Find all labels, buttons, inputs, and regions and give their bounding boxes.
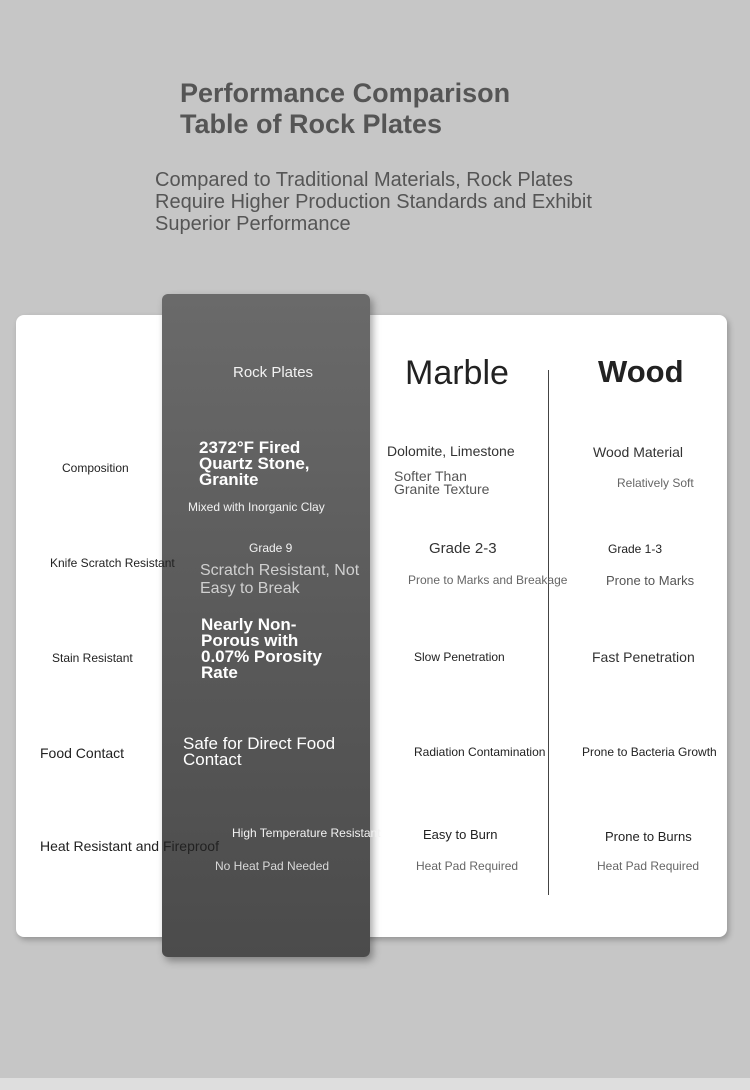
marble-heat-main: Easy to Burn (423, 827, 498, 842)
rock-heat-main: High Temperature Resistant (232, 826, 381, 840)
wood-scratch-grade: Grade 1-3 (608, 542, 663, 556)
row-label-composition: Composition (62, 461, 129, 475)
page-subtitle: Compared to Traditional Materials, Rock Plates Require Higher Production Standards and Exhibit Superior Performance (155, 169, 592, 235)
rock-heat-sub: No Heat Pad Needed (215, 859, 330, 873)
row-label-stain: Stain Resistant (52, 651, 133, 665)
rock-composition-main: 2372°F Fired Quartz Stone, Granite (199, 438, 310, 489)
wood-heat-sub: Heat Pad Required (597, 859, 700, 873)
column-header-marble: Marble (405, 354, 509, 392)
row-label-heat: Heat Resistant and Fireproof (40, 838, 219, 854)
rock-stain-desc: Nearly Non-Porous with 0.07% Porosity Rate (201, 615, 322, 682)
column-header-wood: Wood (598, 354, 684, 389)
marble-scratch-desc: Prone to Marks and Breakage (408, 573, 568, 587)
row-label-scratch: Knife Scratch Resistant (50, 556, 175, 570)
rock-food-desc: Safe for Direct Food Contact (183, 734, 336, 769)
marble-composition-main: Dolomite, Limestone (387, 443, 515, 459)
marble-stain-desc: Slow Penetration (414, 650, 505, 664)
rock-scratch-desc: Scratch Resistant, Not Easy to Break (200, 562, 360, 597)
wood-composition-main: Wood Material (593, 444, 684, 460)
column-divider (548, 370, 549, 895)
row-label-food: Food Contact (40, 745, 125, 761)
wood-composition-sub: Relatively Soft (617, 476, 694, 490)
marble-heat-sub: Heat Pad Required (416, 859, 519, 873)
rock-scratch-grade: Grade 9 (249, 541, 293, 555)
marble-composition-sub: Softer Than Granite Texture (394, 468, 490, 497)
column-header-rock: Rock Plates (233, 364, 314, 381)
wood-stain-desc: Fast Penetration (592, 649, 695, 665)
wood-scratch-desc: Prone to Marks (606, 573, 695, 588)
marble-food-desc: Radiation Contamination (414, 745, 546, 759)
page-title: Performance Comparison Table of Rock Plates (180, 78, 511, 139)
marble-scratch-grade: Grade 2-3 (429, 540, 497, 557)
footer-strip (0, 1078, 750, 1090)
wood-food-desc: Prone to Bacteria Growth (582, 745, 717, 759)
rock-composition-sub: Mixed with Inorganic Clay (188, 500, 325, 514)
wood-heat-main: Prone to Burns (605, 829, 692, 844)
